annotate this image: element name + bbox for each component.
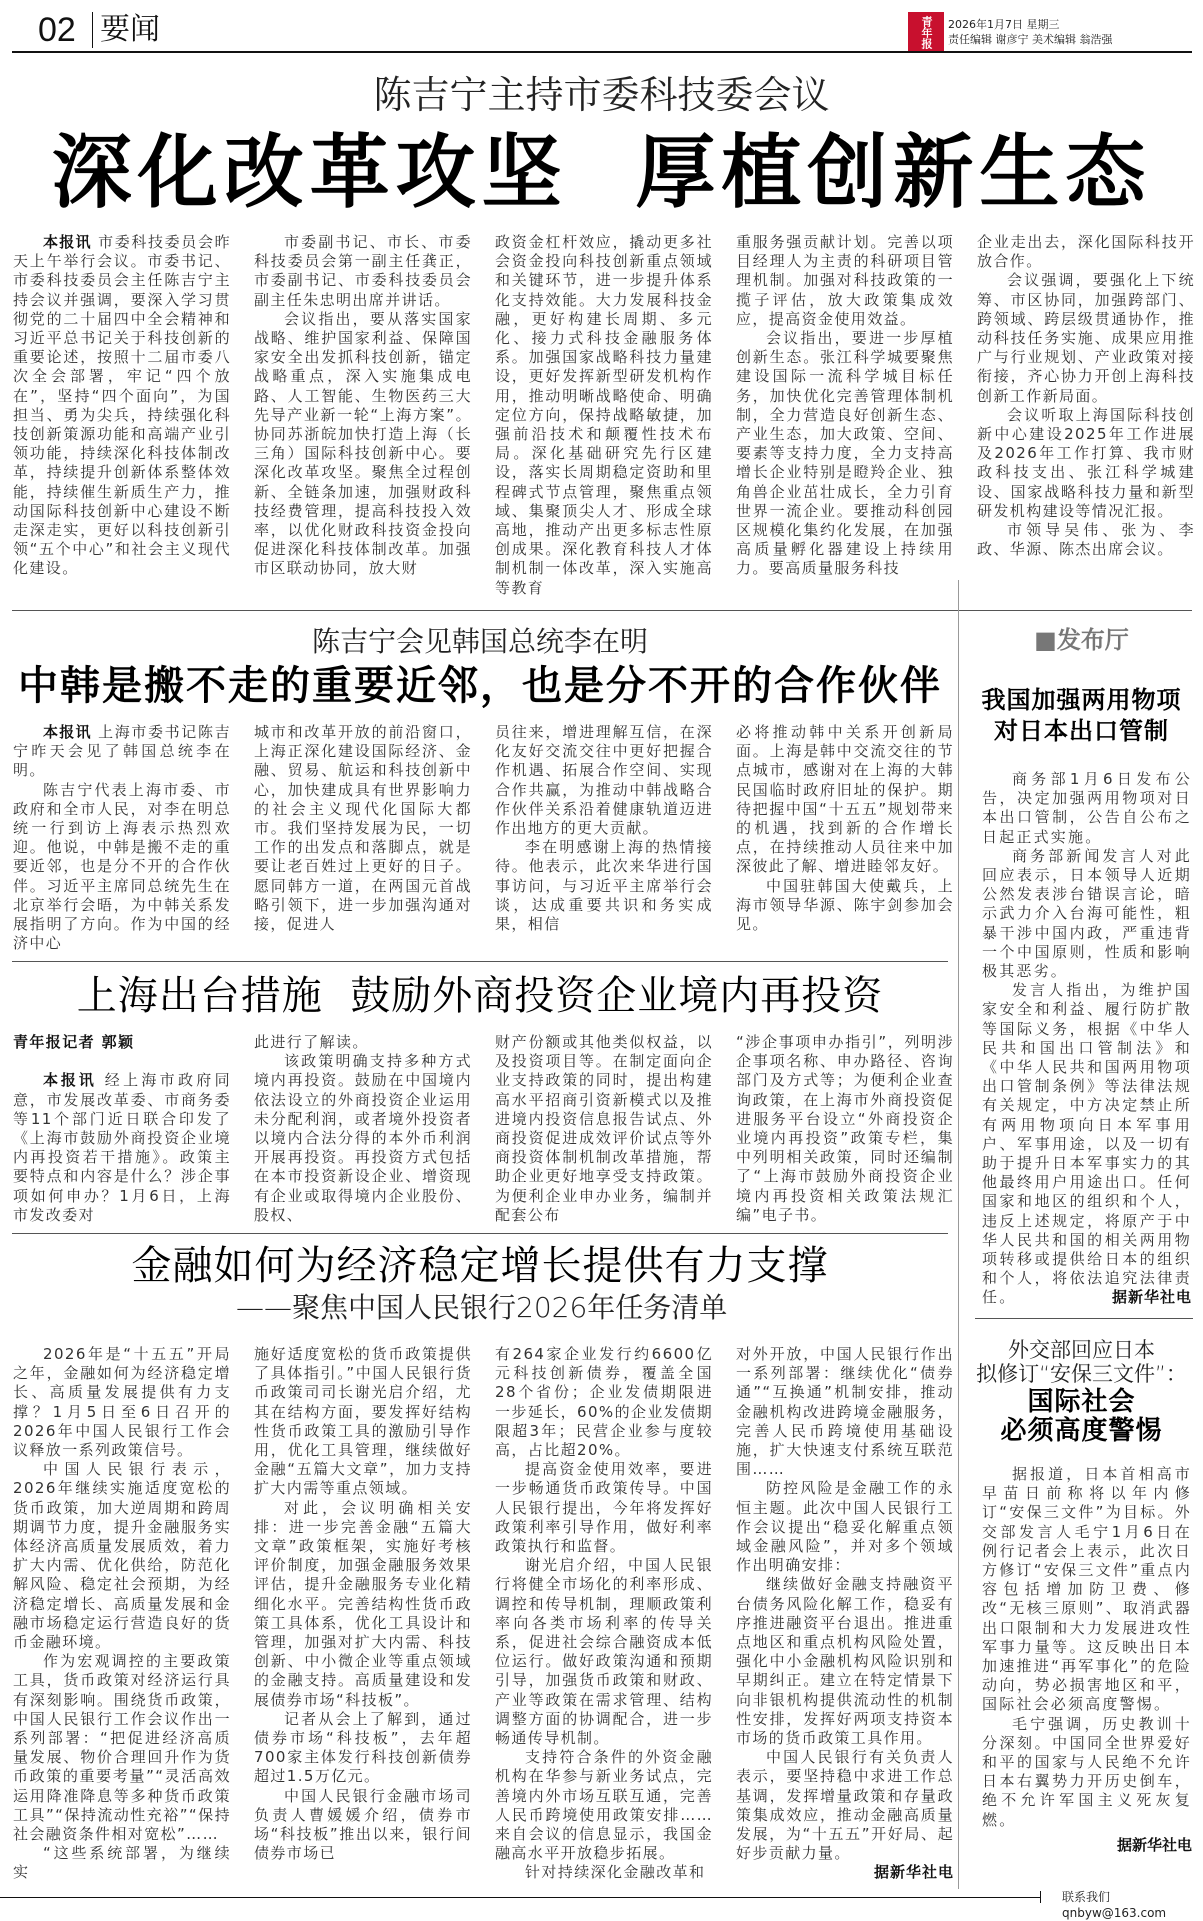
paragraph-text: “这些系统部署，为继续实 (13, 1844, 231, 1882)
paragraph (13, 1652, 231, 1844)
text-column (495, 233, 713, 598)
paragraph (254, 1499, 472, 1710)
sidebar2-kicker-line1: 外交部回应日本 (1008, 1338, 1155, 1362)
paragraph (254, 1052, 472, 1225)
article4 (0, 1233, 960, 1883)
paragraph-text: 对外开放，中国人民银行作出一系列部署：继续优化“债券通”“互换通”机制安排，推动金融机构改进跨境金融服务，完善人民币跨境使用基础设施，扩大快速支付系统互联范围…… (736, 1345, 954, 1479)
article2-title: 中韩是搬不走的重要近邻，也是分不开的合作伙伴 (18, 663, 942, 709)
paragraph-text: 据报道，日本首相高市早苗日前称将以年内修订“安保三文件”为目标。外交部发言人毛宁1月6日在例行记者会上表示，此次日方修订“安保三文件”重点内容包括增加防卫费、修改“无核三原则”、取消武器出口限制和大力发展进攻性军事力量等。这反映出日本加速推进“再军事化”的危险动向，势必损害地区和平，国际社会必须高度警惕。 (982, 1465, 1192, 1714)
sidebar2-title (960, 1388, 1203, 1446)
paragraph-text: 此进行了解读。 (254, 1033, 369, 1051)
paragraph-text: 市领导吴伟、张为、李政、华源、陈杰出席会议。 (977, 521, 1195, 559)
sidebar2 (960, 1318, 1203, 1855)
text-column (13, 723, 231, 953)
text-column (254, 1033, 472, 1225)
article4-body (0, 1345, 960, 1883)
paragraph-text: 提高资金使用效率，要进一步畅通货币政策传导。中国人民银行提出，今年将发挥好政策利率引导作用，做好利率政策执行和监督。 (495, 1460, 713, 1556)
text-column (495, 1033, 713, 1225)
paragraph (977, 233, 1195, 271)
sidebar1-title-line1: 我国加强两用物项 (981, 686, 1182, 714)
article2-kicker: 陈吉宁会见韩国总统李在明 (311, 625, 648, 658)
sidebar1 (960, 615, 1203, 1308)
dateline: 本报讯 (43, 723, 92, 741)
byline: 青年报记者 郭颖 (13, 1033, 135, 1051)
paragraph (736, 233, 954, 329)
footer-tick (1040, 1891, 1041, 1903)
contact-info: 联系我们 qnbyw@163.com (1062, 1890, 1167, 1920)
text-column (254, 723, 472, 934)
article4-title: 金融如何为经济稳定增长提供有力支撑 (131, 1243, 829, 1289)
paragraph-text: 记者从会上了解到，通过债券市场“科技板”，去年超700家主体发行科技创新债券超过1.5万亿元。 (254, 1709, 472, 1786)
paragraph (736, 877, 954, 935)
divider (12, 1233, 948, 1234)
text-column (982, 770, 1192, 1308)
article3 (0, 961, 960, 1225)
paragraph-text: 李在明感谢上海的热情接待。他表示，此次来华进行国事访问，与习近平主席举行会谈，达成重要共识和务实成果，相信 (495, 838, 713, 934)
article4-subtitle: ——聚焦中国人民银行2026年任务清单 (236, 1291, 728, 1324)
section-name: 要闻 (100, 12, 160, 47)
paragraph (495, 1033, 713, 1225)
text-column (736, 233, 954, 579)
paragraph-text: 针对持续深化金融改革和 (525, 1863, 706, 1882)
sidebar2-kicker-line2: 拟修订“安保三文件”： (976, 1362, 1187, 1386)
paragraph (977, 521, 1195, 559)
text-column (254, 233, 472, 579)
paragraph-text: “涉企事项申办指引”，列明涉企事项名称、申办路径、咨询部门及方式等；为便利企业查询政策，在上海市外商投资促进服务平台设立“外商投资企业境内再投资”政策专栏，集中列明相关政策，同时还编制了“上海市鼓励外商投资企业境内再投资相关政策法规汇编”电子书。 (736, 1033, 954, 1224)
text-column (13, 1345, 231, 1883)
paragraph (13, 723, 231, 781)
paragraph-text: 中国人民银行有关负责人表示，要坚持稳中求进工作总基调，发挥增量政策和存量政策集成效应，推动金融高质量发展，为“十五五”开好局、起好步贡献力量。 (736, 1748, 954, 1863)
paragraph (495, 1460, 713, 1556)
divider (12, 610, 1192, 611)
paragraph (982, 1465, 1192, 1715)
paragraph-text: 企业走出去，深化国际科技开放合作。 (977, 233, 1195, 271)
paragraph-text: 作为宏观调控的主要政策工具，货币政策对经济运行具有深刻影响。围绕货币政策，中国人民银行工作会议作出一系列部署：“把促进经济高质量发展、物价合理回升作为货币政策的重要考量”“灵活高效运用降准降息等多种货币政策工具”“保持流动性充裕”“保持社会融资条件相对宽松”…… (13, 1652, 231, 1844)
paragraph-text: 施好适度宽松的货币政策提供了具体指引。”中国人民银行货币政策司司长谢光启介绍，尤其在结构方面，要发挥好结构性货币政策工具的激励引导作用，优化工具管理，继续做好金融“五篇大文章”，加力支持扩大内需等重点领域。 (254, 1345, 472, 1498)
newspaper-logo: 青年报 (908, 12, 944, 52)
paragraph-text: 重服务强贡献计划。完善以项目经理人为主责的科研项目管理机制。加强对科技政策的一揽子评估，放大政策集成效应，提高资金使用效益。 (736, 233, 954, 328)
issue-meta (948, 17, 1113, 47)
paragraph-text: 会议强调，要强化上下统筹、市区协同，加强跨部门、跨领域、跨层级贯通协作，推动科技任务实施、成果应用推广与行业规划、产业政策对接衔接，齐心协力开创上海科技创新工作新局面。 (977, 271, 1195, 405)
article1-kicker: 陈吉宁主持市委科技委会议 (373, 73, 830, 117)
news-source: 据新华社电 (873, 1863, 954, 1882)
paragraph-text: 会议指出，要从落实国家战略、维护国家利益、保障国家安全出发抓科技创新，锚定战略重点，深入实施集成电路、人工智能、生物医药三大先导产业新一轮“上海方案”。协同苏浙皖加快打造上海（长三角）国际科技创新中心。要深化改革攻坚。聚焦全过程创新、全链条加速，加强财政科技经费管理，提高科技投入效率，以优化财政科技资金投向促进深化科技体制改革。加强市区联动协同，放大财 (254, 309, 472, 578)
paragraph (254, 310, 472, 579)
text-column (495, 1345, 713, 1883)
article2 (0, 612, 960, 953)
paragraph (254, 233, 472, 310)
paragraph (13, 233, 231, 579)
paragraph-text: 中国人民银行表示，2026年继续实施适度宽松的货币政策，加大逆周期和跨周期调节力度，提升金融服务实体经济高质量发展质效，着力扩大内需、优化供给，防范化解风险、稳定社会预期，为经济稳定增长、高质量发展和金融市场稳定运行营造良好的货币金融环境。 (13, 1460, 231, 1652)
sidebar1-body (960, 770, 1203, 1308)
paragraph (736, 1345, 954, 1479)
article3-title: 上海出台措施 鼓励外商投资企业境内再投资 (76, 973, 884, 1019)
text-column (495, 723, 713, 934)
paragraph (736, 1748, 954, 1882)
paragraph-text: 城市和改革开放的前沿窗口，上海正深化建设国际经济、金融、贸易、航运和科技创新中心，加快建成具有世界影响力的社会主义现代化国际大都市。我们坚持发展为民，一切工作的出发点和落脚点，就是要让老百姓过上更好的日子。愿同韩方一道，在两国元首战略引领下，进一步加强沟通对接，促进人 (254, 723, 472, 934)
header-divider (92, 12, 93, 48)
article1-title: 深化改革攻坚 厚植创新生态 (51, 126, 1152, 219)
paragraph-text: 商务部1月6日发布公告，决定加强两用物项对日本出口管制，公告自公布之日起正式实施。 (982, 770, 1192, 846)
paragraph-text: 中国人民银行金融市场司负责人曹媛媛介绍，债券市场“科技板”推出以来，银行间债券市场已 (254, 1786, 472, 1863)
paragraph-text: 支持符合条件的外资金融机构在华参与新业务试点，完善境内外市场互联互通，完善人民币跨境使用政策安排……来自会议的信息显示，我国金融高水平开放稳步拓展。 (495, 1748, 713, 1863)
sidebar1-title-line2: 对日本出口管制 (994, 717, 1169, 745)
editors: 责任编辑 谢彦宁 美术编辑 翁浩强 (948, 33, 1113, 46)
paragraph-text: 商务部新闻发言人对此回应表示，日本领导人近期公然发表涉台错误言论，暗示武力介入台海可能性，粗暴干涉中国内政，严重违背一个中国原则，性质和影响极其恶劣。 (982, 846, 1192, 981)
paragraph (13, 1460, 231, 1652)
footer-rule (0, 1897, 1040, 1898)
text-column (736, 723, 954, 934)
paragraph-text: 毛宁强调，历史教训十分深刻。中国同全世界爱好和平的国家与人民绝不允许日本右翼势力开历史倒车，绝不允许军国主义死灰复燃。 (982, 1714, 1192, 1829)
dateline: 本报讯 (43, 1071, 97, 1090)
paragraph-text: 继续做好金融支持融资平台债务风险化解工作，稳妥有序推进融资平台退出。推进重点地区和重点机构风险处置，强化中小金融机构风险识别和早期纠正。建立在特定情景下向非银机构提供流动性的机制性安排，发挥好两项支持资本市场的货币政策工具作用。 (736, 1575, 954, 1748)
paragraph-text: 经上海市政府同意，市发展改革委、市商务委等11个部门近日联合印发了《上海市鼓励外商投资企业境内再投资若干措施》。政策主要特点和内容是什么？涉企事项如何申办？1月6日，上海市发改委对 (13, 1071, 231, 1224)
paragraph (736, 723, 954, 877)
text-column (13, 233, 231, 579)
paragraph (495, 1863, 713, 1882)
sidebar2-body (960, 1465, 1203, 1830)
paragraph (254, 1787, 472, 1864)
paragraph (495, 1556, 713, 1748)
paragraph-text: 有264家企业发行约6600亿元科技创新债券，覆盖全国28个省份；企业发债期限进一步延长，60%的企业发债期限超3年；民营企业参与度较高，占比超20%。 (495, 1345, 713, 1460)
paragraph-text: 发言人指出，为维护国家安全和利益、履行防扩散等国际义务，根据《中华人民共和国出口管制法》和《中华人民共和国两用物项出口管制条例》等法律法规有关规定，中方决定禁止所有两用物项向日本军事用户、军事用途，以及一切有助于提升日本军事实力的其他最终用户用途出口。任何国家和地区的组织和个人，违反上述规定，将原产于中华人民共和国的相关两用物项转移或提供给日本的组织和个人，将依法追究法律责任。 (982, 981, 1192, 1307)
text-column (13, 1033, 231, 1225)
paragraph (736, 1479, 954, 1575)
paragraph (982, 981, 1192, 1307)
paragraph-text: 陈吉宁代表上海市委、市政府和全市人民，对李在明总统一行到访上海表示热烈欢迎。他说，中韩是搬不走的重要近邻，也是分不开的合作伙伴。习近平主席同总统先生在北京举行会晤，为中韩关系发展指明了方向。作为中国的经济中心 (13, 780, 231, 953)
paragraph-text: 对此，会议明确相关安排：进一步完善金融“五篇大文章”政策框架，实施好考核评价制度，加强金融服务效果评估，提升金融服务专业化精细化水平。完善结构性货币政策工具体系，优化工具设计和管理，加强对扩大内需、科技创新、中小微企业等重点领域的金融支持。高质量建设和发展债券市场“科技板”。 (254, 1498, 472, 1709)
sidebar2-title-line1: 国际社会 (1027, 1387, 1136, 1417)
sidebar1-title (960, 685, 1203, 747)
paragraph (982, 770, 1192, 847)
paragraph (495, 1345, 713, 1460)
paragraph-text: 会议指出，要进一步厚植创新生态。张江科学城要聚焦建设国际一流科学城目标任务，加快优化完善管理体制机制，全力营造良好创新生态、产业生态，加大政策、空间、要素等支持力度，全力支持高增长企业特别是瞪羚企业、独角兽企业茁壮成长，全力引育世界一流企业。要推动科创园区规模化集约化发展，在加强高质量孵化器建设上持续用力。要高质量服务科技 (736, 329, 954, 578)
paragraph-text: 会议听取上海国际科技创新中心建设2025年工作进展及2026年工作打算、我市财政科技支出、张江科学城建设、国家战略科技力量和新型研发机构建设等情况汇报。 (977, 405, 1195, 520)
page-number: 02 (38, 11, 76, 49)
issue-date: 2026年1月7日 星期三 (948, 18, 1060, 31)
paragraph (977, 271, 1195, 405)
paragraph (13, 1071, 231, 1225)
text-column (736, 1033, 954, 1225)
text-column (254, 1345, 472, 1863)
paragraph (736, 1033, 954, 1225)
paragraph (495, 1748, 713, 1863)
paragraph (13, 1345, 231, 1460)
text-column (982, 1465, 1192, 1830)
paragraph (254, 1710, 472, 1787)
text-column (736, 1345, 954, 1883)
paragraph-text: 2026年是“十五五”开局之年，金融如何为经济稳定增长、高质量发展提供有力支撑？1月5日至6日召开的2026年中国人民银行工作会议释放一系列政策信号。 (13, 1345, 231, 1460)
paragraph (982, 1715, 1192, 1830)
paragraph (495, 838, 713, 934)
paragraph (495, 723, 713, 838)
paragraph-text: 必将推动韩中关系开创新局面。上海是韩中交流交往的节点城市，感谢对在上海的大韩民国临时政府旧址的保护。期待把握中国“十五五”规划带来的机遇，找到新的合作增长点，在持续推动人员往来中加深彼此了解、增进睦邻友好。 (736, 723, 954, 876)
divider (12, 961, 948, 962)
paragraph (254, 1033, 472, 1052)
paragraph (982, 847, 1192, 981)
dateline: 本报讯 (43, 233, 92, 251)
paragraph-text: 谢光启介绍，中国人民银行将健全市场化的利率形成、调控和传导机制，理顺政策利率向各类市场利率的传导关系，促进社会综合融资成本低位运行。做好政策沟通和预期引导，加强货币政策和财政、产业等政策在需求管理、结构调整方面的协调配合，进一步畅通传导机制。 (495, 1556, 713, 1748)
paragraph-text: 员往来，增进理解互信，在深化友好交流交往中更好把握合作机遇、拓展合作空间、实现合作共赢，为推动中韩战略合作伙伴关系沿着健康轨道迈进作出地方的更大贡献。 (495, 723, 713, 838)
article3-body (0, 1033, 960, 1225)
paragraph (495, 233, 713, 598)
column-head-fabuting: ■发布厅 (1034, 625, 1129, 654)
article1-body (0, 233, 1203, 598)
divider (975, 1318, 1193, 1319)
paragraph (13, 781, 231, 954)
paragraph (254, 1345, 472, 1499)
text-column (977, 233, 1195, 559)
sidebar-divider (958, 580, 959, 1889)
news-source: 据新华社电 (1111, 1288, 1192, 1307)
sidebar2-source: 据新华社电 (1116, 1835, 1192, 1854)
paragraph (736, 1575, 954, 1748)
paragraph-text: 防控风险是金融工作的永恒主题。此次中国人民银行工作会议提出“稳妥化解重点领域金融风险”，并对多个领域作出明确安排： (736, 1479, 954, 1575)
paragraph (13, 1844, 231, 1882)
paragraph-text: 市委科技委员会昨天上午举行会议。市委书记、市委科技委员会主任陈吉宁主持会议并强调，要深入学习贯彻党的二十届四中全会精神和习近平总书记关于科技创新的重要论述，按照十二届市委八次全会部署，牢记“四个放在”，坚持“四个面向”，为国担当、勇为尖兵，持续强化科技创新策源功能和高端产业引领功能，持续深化科技体制改革，持续提升创新体系整体效能，持续催生新质生产力，推动国际科技创新中心建设不断走深走实，更好以科技创新引领“五个中心”和社会主义现代化建设。 (13, 233, 231, 578)
paragraph (254, 723, 472, 934)
paragraph-text: 中国驻韩国大使戴兵，上海市领导华源、陈宇剑参加会见。 (736, 876, 954, 934)
paragraph-text: 上海市委书记陈吉宁昨天会见了韩国总统李在明。 (13, 723, 231, 780)
article1 (0, 72, 1203, 611)
sidebar2-title-line2: 必须高度警惕 (1000, 1416, 1163, 1446)
paragraph-text: 政资金杠杆效应，撬动更多社会资金投向科技创新重点领域和关键环节，进一步提升体系化支持效能。大力发展科技金融，更好构建长周期、多元化、接力式科技金融服务体系。加强国家战略科技力量建设，更好发挥新型研发机构作用，推动明晰战略使命、明确定位方向，保持战略敏捷，加强前沿技术和颠覆性技术布局。深化基础研究先行区建设，落实长周期稳定资助和里程碑式节点管理，聚焦重点领域、集聚顶尖人才、形成全球高地，推动产出更多标志性原创成果。深化教育科技人才体制机制一体改革，深入实施高等教育 (495, 233, 713, 597)
paragraph-text: 财产份额或其他类似权益，以及投资项目等。在制定面向企业支持政策的同时，提出构建高水平招商引资新模式以及推进境内投资信息报告试点、外商投资促进成效评价试点等外商投资体制机制改革措施，帮助企业更好地享受支持政策。为便利企业申办业务，编制并配套公布 (495, 1033, 713, 1224)
paragraph-text: 该政策明确支持多种方式境内再投资。鼓励在中国境内依法设立的外商投资企业运用未分配利润，或者境外投资者以境内合法分得的本外币利润开展再投资。再投资方式包括在本市投资新设企业、增资现有企业或取得境内企业股份、股权、 (254, 1052, 472, 1224)
paragraph (977, 406, 1195, 521)
header-rule (12, 51, 1192, 53)
article2-body (0, 723, 960, 953)
paragraph (736, 329, 954, 579)
sidebar2-kicker (960, 1338, 1203, 1386)
paragraph-text: 市委副书记、市长、市委科技委员会第一副主任龚正，市委副书记、市委科技委员会副主任朱忠明出席并讲话。 (254, 233, 472, 309)
